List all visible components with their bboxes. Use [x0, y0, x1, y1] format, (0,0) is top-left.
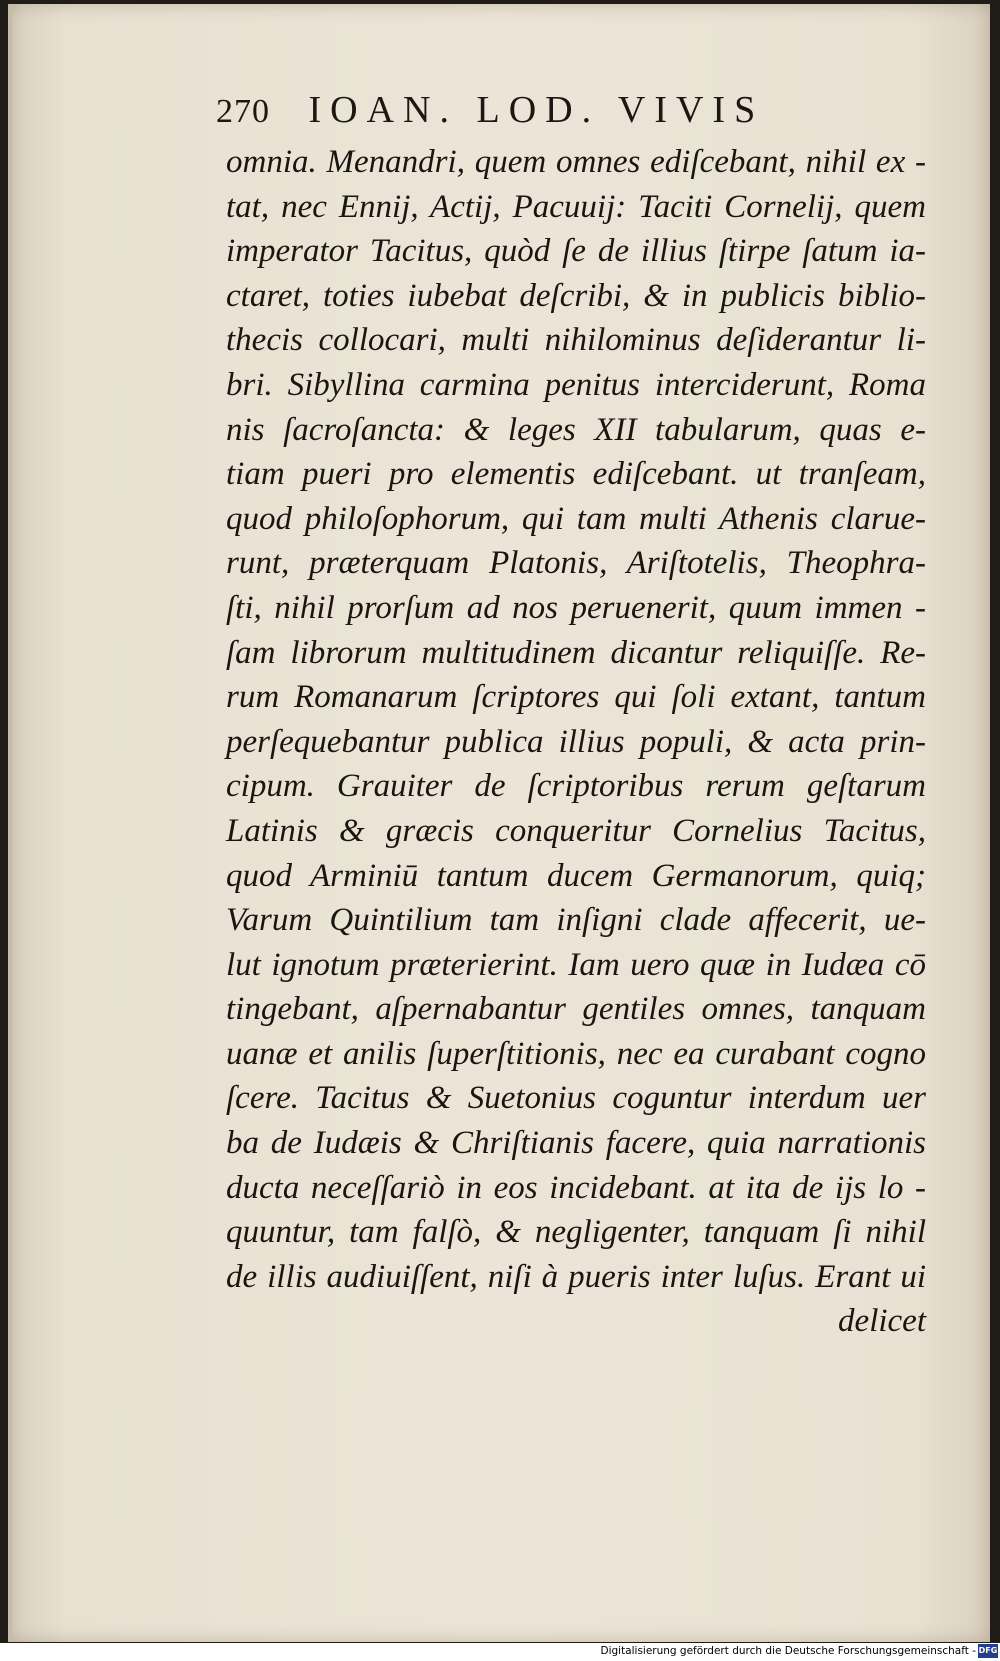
- text-line: cipum. Grauiter de ſcriptoribus rerum geſtarum: [226, 768, 926, 805]
- text-line: omnia. Menandri, quem omnes ediſcebant, nihil ex -: [226, 144, 926, 180]
- text-line: tiam pueri pro elementis ediſcebant. ut tranſeam,: [226, 456, 926, 493]
- page-number: 270: [216, 93, 270, 130]
- text-line: uanæ et anilis ſuperſtitionis, nec ea curabant cogno: [226, 1035, 926, 1072]
- text-line: perſequebantur publica illius populi, & acta prin-: [226, 723, 926, 760]
- text-line: ctaret, toties iubebat deſcribi, & in publicis biblio-: [226, 277, 926, 314]
- text-line: nis ſacroſancta: & leges XII tabularum, quas e-: [226, 411, 926, 448]
- text-line: lut ignotum præterierint. Iam uero quæ in Iudæa cō: [226, 946, 926, 983]
- text-line: ſcere. Tacitus & Suetonius coguntur interdum uer: [226, 1080, 926, 1117]
- running-head: [216, 88, 916, 132]
- text-line: tingebant, aſpernabantur gentiles omnes, tanquam: [226, 991, 926, 1028]
- text-line: ſam librorum multitudinem dicantur reliquiſſe. Re-: [226, 634, 926, 671]
- text-line: tat, nec Ennij, Actij, Pacuuij: Taciti Cornelij, quem: [226, 188, 926, 225]
- text-line: ſti, nihil prorſum ad nos peruenerit, quum immen -: [226, 589, 926, 626]
- text-line: quod Arminiū tantum ducem Germanorum, quiq;: [226, 857, 926, 894]
- text-line: quuntur, tam falſò, & negligenter, tanquam ſi nihil: [226, 1214, 926, 1251]
- text-line: runt, præterquam Platonis, Ariſtotelis, Theophra-: [226, 545, 926, 582]
- dfg-logo: DFG: [978, 1644, 998, 1658]
- funding-credit: Digitalisierung gefördert durch die Deutsche Forschungsgemeinschaft -: [600, 1645, 976, 1657]
- running-title: IOAN. LOD. VIVIS: [308, 89, 765, 131]
- text-line: Latinis & græcis conqueritur Cornelius Tacitus,: [226, 812, 926, 849]
- text-line: de illis audiuiſſent, niſi à pueris inter luſus. Erant ui: [226, 1258, 926, 1295]
- text-line: rum Romanarum ſcriptores qui ſoli extant, tantum: [226, 679, 926, 716]
- text-line: ba de Iudæis & Chriſtianis facere, quia narrationis: [226, 1125, 926, 1162]
- page-edge-left: [8, 4, 12, 1642]
- text-line: thecis collocari, multi nihilominus deſiderantur li-: [226, 322, 926, 359]
- text-line: quod philoſophorum, qui tam multi Athenis clarue-: [226, 500, 926, 537]
- catchword: delicet: [838, 1303, 926, 1340]
- text-line: ducta neceſſariò in eos incidebant. at ita de ijs lo -: [226, 1169, 926, 1206]
- body-text: [226, 140, 926, 1344]
- text-line: imperator Tacitus, quòd ſe de illius ſtirpe ſatum ia-: [226, 233, 926, 270]
- text-line: Varum Quintilium tam inſigni clade affecerit, ue-: [226, 902, 926, 939]
- text-line: bri. Sibyllina carmina penitus interciderunt, Roma: [226, 366, 926, 403]
